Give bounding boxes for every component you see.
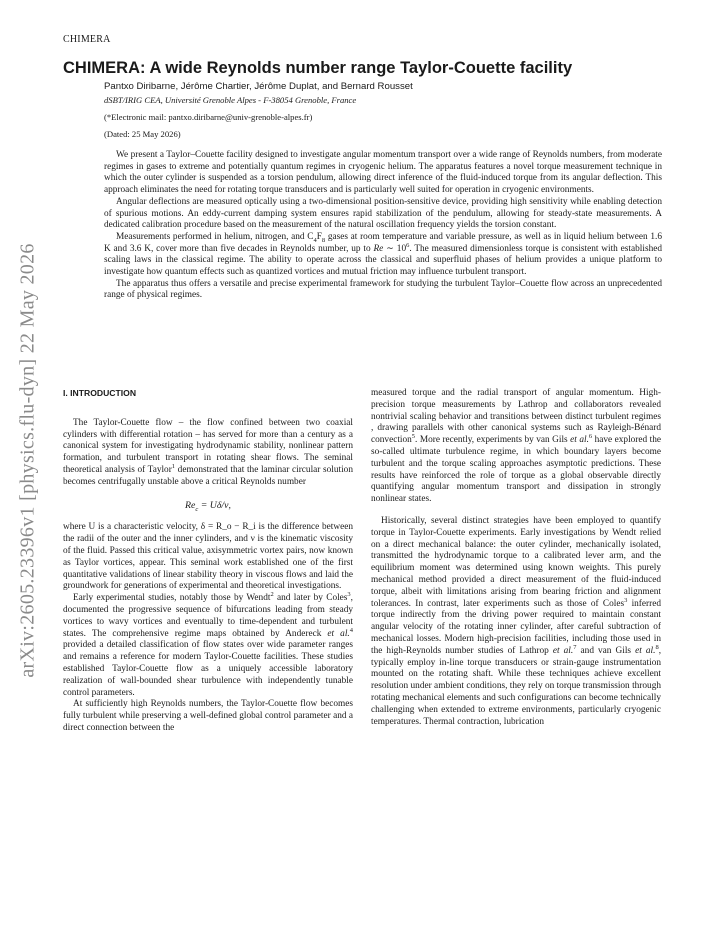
intro-paragraph-1 (63, 418, 353, 489)
body-text: demonstrated that the laminar circular solution becomes centrifugally unstable above a critical Reynolds number (63, 464, 353, 487)
body-text: and later by Coles (273, 593, 348, 604)
abstract-paragraph-4: The apparatus thus offers a versatile and precise experimental framework for studying the turbulent Taylor–Couette flow across an unprecedented range of physical regimes. (104, 278, 662, 301)
equation-subscript: c (195, 505, 199, 513)
abstract-text: F (316, 231, 322, 242)
body-text: . More recently, experiments by van Gils (415, 435, 571, 446)
intro-paragraph-4-continued (371, 388, 661, 506)
body-text: and van Gils (576, 645, 636, 656)
citation-link[interactable]: 6 (588, 433, 593, 441)
body-text: measured torque and the radial transport of angular momentum. High-precision torque measurements by Lathrop and collaborators revealed nontrivial scaling behavior and transitions between distinct turbulent regimes , drawing parallels with other canonical systems such as Rayleigh-Bénard convection (371, 388, 661, 446)
et-al: et al. (327, 628, 350, 639)
abstract (104, 150, 662, 302)
abstract-paragraph-3 (104, 232, 662, 279)
equation-critical-reynolds (63, 500, 353, 512)
reynolds-symbol: Re (373, 243, 384, 254)
abstract-text: . The measured dimensionless torque is consistent with established scaling laws in the classical regime. The ability to operate across the classical and superfluid phases of helium provides a unique platform to investigate how quantum effects such as quantized vortices and mutual friction may influence turbulent transport. (104, 243, 662, 278)
abstract-text: ∼ 10 (383, 243, 407, 254)
arxiv-identifier-text: arXiv:2605.23396v1 [physics.flu-dyn] 22 May 2026 (16, 242, 39, 678)
abstract-text: gases at room temperature and variable pressure, as well as in liquid helium between 1.6 K and 3.6 K, cover more than five decades in Reynolds number, up to (104, 231, 662, 254)
body-text: Early experimental studies, notably those by Wendt (73, 593, 271, 604)
body-text: provided a detailed classification of flow states over wide parameter ranges and remains a reference for modern Taylor-Couette facilities. These studies established Taylor-Couette flow as a uniquely accessible laboratory realization of wall-bounded shear turbulence with independently tunable control parameters. (63, 640, 353, 698)
citation-link[interactable]: 8 (655, 643, 659, 651)
superscript: 6 (406, 241, 410, 249)
abstract-paragraph-1: We present a Taylor–Couette facility designed to investigate angular momentum transport over a wide range of Reynolds numbers, from moderate regimes in gases to extreme and potentially quantum regimes in cryogenic helium. The apparatus features a novel torque measurement technique in which the outer cylinder is suspended as a torsion pendulum, allowing direct inference of the fluid-induced torque from its angular deflection. This approach eliminates the need for rotating torque transducers and is particularly well suited for operation in cryogenic environments. (104, 150, 662, 196)
et-al: et al. (570, 435, 589, 446)
section-heading: I. INTRODUCTION (63, 388, 137, 398)
right-column (371, 388, 661, 728)
citation-link[interactable]: 3 (624, 596, 628, 604)
equation-lhs: Re (185, 499, 196, 511)
body-text: have explored the so-called ultimate turbulence regime, in which boundary layers become turbulent and the torque scaling approaches asymptotic predictions. These results have reinforced the role of torque as a global observable directly quantifying angular momentum transport and dissipation in strongly nonlinear states. (371, 435, 662, 505)
body-text: Historically, several distinct strategies have been employed to quantify torque in Taylor-Couette experiments. Early investigations by Wendt relied on a direct mechanical balance: the outer cylinder, mechanically isolated, transmitted the hydrodynamic torque to a calibrated lever arm, and the equilibrium moment was determined using known weights. This purely mechanical method provided a direct measurement of the fluid-induced torque, albeit with limitations arising from bearing friction and alignment tolerances. In contrast, later experiments such as those of Coles (371, 515, 661, 609)
subscript: 4 (313, 236, 317, 244)
running-head: CHIMERA (63, 34, 111, 45)
subscript: 8 (321, 236, 326, 244)
left-column (63, 388, 353, 735)
et-al: et al. (635, 645, 656, 656)
intro-paragraph-5 (371, 516, 661, 728)
citation-link[interactable]: 7 (573, 643, 577, 651)
arxiv-identifier[interactable] (14, 240, 42, 680)
citation-link[interactable]: 4 (349, 626, 353, 634)
body-text: , typically employ in-line torque transducers or strain-gauge instrumentation mounted on the rotating shaft. While these techniques achieve excellent resolution under ambient conditions, they rely on torque transmission through rotating mechanical elements and such configurations can become technically challenging when extended to extreme environments, particularly cryogenic temperatures. Thermal contraction, lubrication (371, 645, 662, 727)
citation-link[interactable]: 3 (347, 591, 351, 599)
citation-link[interactable]: 5 (411, 433, 416, 441)
intro-paragraph-3 (63, 593, 353, 699)
et-al: et al. (552, 645, 574, 656)
citation-link[interactable]: 2 (270, 591, 274, 599)
citation-link[interactable]: 1 (171, 462, 176, 470)
body-text: The Taylor-Couette flow – the flow confined between two coaxial cylinders with differential rotation – has served for more than a century as a canonical system for investigating hydrodynamic stability, nonlinear pattern formation, and turbulent transport in rotating shear flows. The seminal theoretical analysis of Taylor (63, 417, 353, 475)
abstract-paragraph-2: Angular deflections are measured optically using a two-dimensional position-sensitive device, providing high sensitivity while enabling detection of spurious motions. An eddy-current damping system ensures rapid stabilization of the pendulum, allowing for steady-state measurements. A dedicated calibration procedure based on the measurement of the natural oscillation frequency yields the torsion constant. (104, 196, 662, 231)
abstract-text: Measurements performed in helium, nitrogen, and C (116, 231, 314, 242)
corresponding-email[interactable]: (*Electronic mail: pantxo.diribarne@univ-grenoble-alpes.fr) (104, 112, 313, 122)
author-list: Pantxo Diribarne, Jérôme Chartier, Jérôme Duplat, and Bernard Rousset (104, 81, 413, 92)
paper-title: CHIMERA: A wide Reynolds number range Taylor-Couette facility (63, 59, 573, 77)
equation-rhs: = Uδ/ν, (198, 499, 231, 511)
intro-paragraph-4: At sufficiently high Reynolds numbers, the Taylor-Couette flow becomes fully turbulent while preserving a well-defined global control parameter and a direct connection between the (63, 699, 353, 733)
body-text: inferred torque indirectly from the driving power required to maintain constant angular velocity of the rotating inner cylinder, after careful subtraction of mechanical losses. Modern high-precision facilities, including those used in the high-Reynolds number studies of Lathrop (371, 598, 661, 656)
intro-paragraph-2: where U is a characteristic velocity, δ = R_o − R_i is the difference between the radii of the outer and the inner cylinders, and ν is the kinematic viscosity of the fluid. Passed this critical value, axisymmetric vortex pairs, now known as Taylor vortices, appear. This seminal work established one of the first quantitative validations of linear stability theory in viscous flows and laid the groundwork for generations of experimental and theoretical investigations. (63, 522, 353, 592)
date-line: (Dated: 25 May 2026) (104, 129, 181, 139)
body-text: , documented the progressive sequence of bifurcations leading from steady vortices to wavy vortices and eventually to time-dependent and turbulent states. The comprehensive regime maps obtained by Andereck (63, 593, 353, 639)
affiliation: dSBT/IRIG CEA, Université Grenoble Alpes - F-38054 Grenoble, France (104, 95, 357, 105)
